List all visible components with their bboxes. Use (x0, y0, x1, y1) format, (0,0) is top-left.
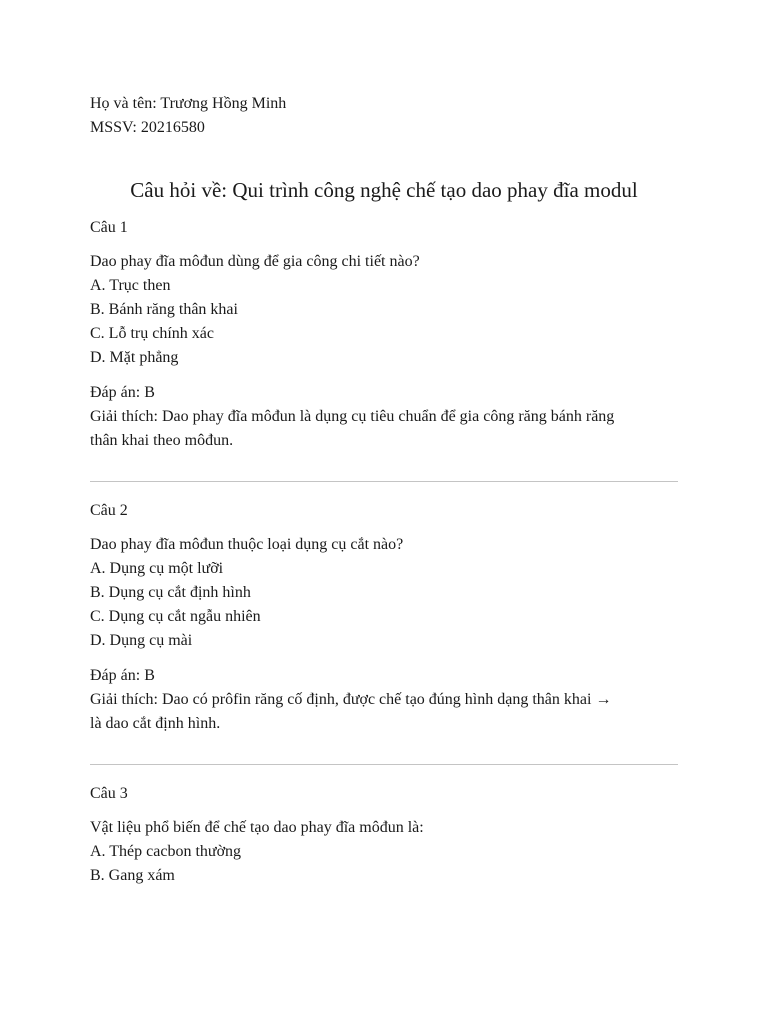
question-1-option-c: C. Lỗ trụ chính xác (90, 325, 214, 342)
question-3-text: Vật liệu phổ biến để chế tạo dao phay đĩa môđun là: (90, 819, 424, 836)
document-title: Câu hỏi về: Qui trình công nghệ chế tạo dao phay đĩa modul (130, 178, 638, 202)
question-1-text: Dao phay đĩa môđun dùng để gia công chi tiết nào? (90, 253, 420, 270)
question-2-explanation-line-1: Giải thích: Dao có prôfin răng cố định, được chế tạo đúng hình dạng thân khai → (90, 691, 612, 708)
question-2-explanation-line-2: là dao cắt định hình. (90, 715, 221, 732)
student-id: MSSV: 20216580 (90, 119, 205, 136)
question-1-label: Câu 1 (90, 219, 128, 236)
question-1-explanation-line-1: Giải thích: Dao phay đĩa môđun là dụng cụ tiêu chuẩn để gia công răng bánh răng (90, 408, 615, 425)
question-2-option-b: B. Dụng cụ cắt định hình (90, 584, 251, 601)
question-1-answer-block (90, 381, 678, 453)
question-3-option-a: A. Thép cacbon thường (90, 843, 242, 860)
question-2-option-c: C. Dụng cụ cắt ngẫu nhiên (90, 608, 261, 625)
question-1-body (90, 250, 678, 370)
question-2-option-d: D. Dụng cụ mài (90, 632, 193, 649)
question-2-answer-block (90, 664, 678, 736)
student-name: Họ và tên: Trương Hồng Minh (90, 95, 287, 112)
question-3-option-b: B. Gang xám (90, 867, 175, 884)
question-1-option-a: A. Trục then (90, 277, 171, 294)
question-1-answer: Đáp án: B (90, 384, 155, 401)
question-1-explanation-line-2: thân khai theo môđun. (90, 432, 234, 449)
question-2-body (90, 533, 678, 653)
section-divider (90, 481, 678, 482)
question-2-option-a: A. Dụng cụ một lưỡi (90, 560, 224, 577)
question-2-label: Câu 2 (90, 502, 128, 519)
student-info (90, 92, 286, 140)
question-3-body (90, 816, 678, 888)
question-1-option-b: B. Bánh răng thân khai (90, 301, 238, 318)
question-2-text: Dao phay đĩa môđun thuộc loại dụng cụ cắt nào? (90, 536, 404, 553)
section-divider (90, 764, 678, 765)
question-2-answer: Đáp án: B (90, 667, 155, 684)
question-1-option-d: D. Mặt phẳng (90, 349, 179, 366)
question-3-label: Câu 3 (90, 785, 128, 802)
